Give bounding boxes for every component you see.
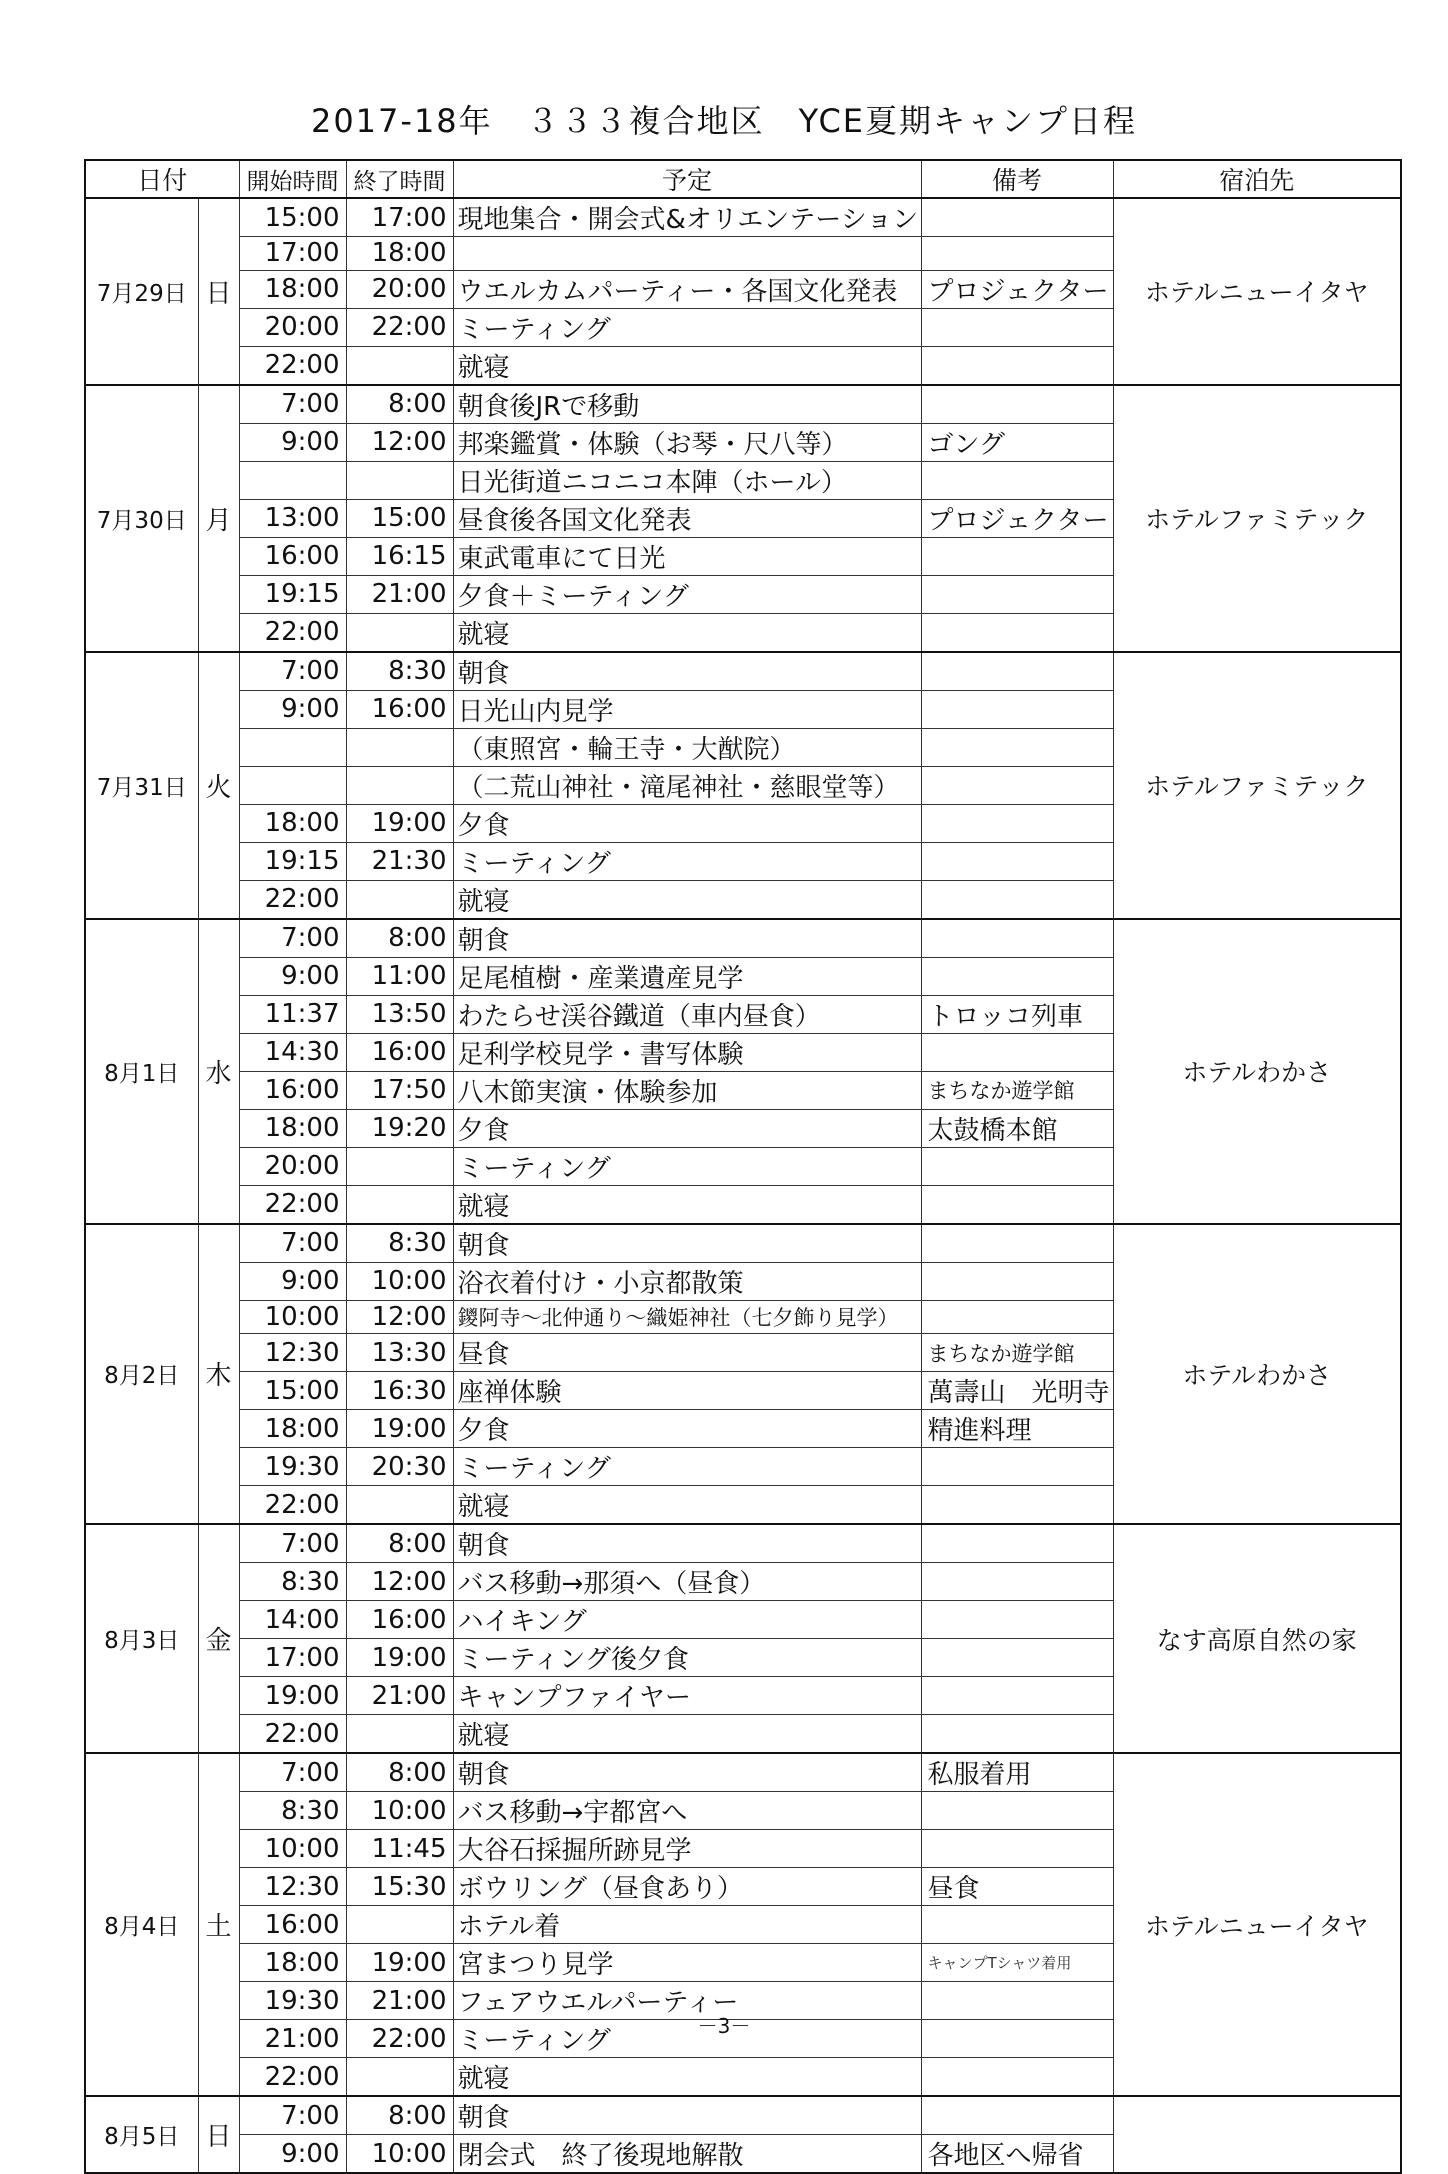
note-cell: トロッコ列車 [921, 995, 1113, 1033]
day-weekday: 月 [198, 385, 239, 652]
start-time: 22:00 [239, 1715, 346, 1754]
day-weekday: 日 [198, 198, 239, 385]
note-cell [921, 690, 1113, 728]
note-cell: 精進料理 [921, 1410, 1113, 1448]
note-cell [921, 385, 1113, 424]
event-cell: 東武電車にて日光 [453, 537, 921, 575]
note-cell [921, 2058, 1113, 2097]
event-cell: 座禅体験 [453, 1372, 921, 1410]
event-cell: 夕食 [453, 804, 921, 842]
note-cell [921, 1033, 1113, 1071]
event-cell: （二荒山神社・滝尾神社・慈眼堂等） [453, 766, 921, 804]
schedule-body [85, 198, 1401, 2173]
day-hotel: ホテルニューイタヤ [1113, 1753, 1401, 2096]
start-time: 19:30 [239, 1982, 346, 2020]
end-time: 17:50 [346, 1071, 453, 1109]
start-time: 15:00 [239, 198, 346, 237]
note-cell [921, 728, 1113, 766]
event-cell: 朝食 [453, 652, 921, 691]
end-time: 13:30 [346, 1334, 453, 1372]
end-time: 17:00 [346, 198, 453, 237]
schedule-row [85, 652, 1401, 691]
note-cell [921, 1715, 1113, 1754]
event-cell: ミーティング [453, 2020, 921, 2058]
end-time [346, 1906, 453, 1944]
schedule-row [85, 2096, 1401, 2135]
event-cell: ミーティング後夕食 [453, 1639, 921, 1677]
event-cell: 昼食後各国文化発表 [453, 499, 921, 537]
note-cell [921, 1147, 1113, 1185]
note-cell [921, 919, 1113, 958]
event-cell: ミーティング [453, 1147, 921, 1185]
note-cell [921, 461, 1113, 499]
end-time: 20:00 [346, 270, 453, 308]
note-cell: 太鼓橋本館 [921, 1109, 1113, 1147]
event-cell: 就寝 [453, 1185, 921, 1224]
note-cell [921, 1448, 1113, 1486]
event-cell [453, 237, 921, 271]
event-cell: わたらせ渓谷鐵道（車内昼食） [453, 995, 921, 1033]
end-time: 19:00 [346, 1410, 453, 1448]
note-cell [921, 1300, 1113, 1334]
day-date: 7月29日 [85, 198, 198, 385]
end-time: 20:30 [346, 1448, 453, 1486]
note-cell [921, 198, 1113, 237]
event-cell: キャンプファイヤー [453, 1677, 921, 1715]
end-time: 8:00 [346, 1753, 453, 1792]
start-time: 7:00 [239, 1224, 346, 1263]
note-cell [921, 804, 1113, 842]
note-cell [921, 308, 1113, 346]
event-cell: 朝食 [453, 1224, 921, 1263]
event-cell: 夕食 [453, 1410, 921, 1448]
note-cell [921, 537, 1113, 575]
end-time: 11:45 [346, 1830, 453, 1868]
end-time: 15:00 [346, 499, 453, 537]
start-time [239, 461, 346, 499]
start-time: 7:00 [239, 1753, 346, 1792]
event-cell: 現地集合・開会式&オリエンテーション [453, 198, 921, 237]
note-cell [921, 2096, 1113, 2135]
start-time: 14:00 [239, 1601, 346, 1639]
day-date: 7月30日 [85, 385, 198, 652]
end-time: 8:30 [346, 652, 453, 691]
end-time: 8:00 [346, 385, 453, 424]
note-cell [921, 652, 1113, 691]
start-time: 8:30 [239, 1792, 346, 1830]
note-cell: まちなか遊学館 [921, 1071, 1113, 1109]
end-time: 12:00 [346, 423, 453, 461]
start-time: 22:00 [239, 1185, 346, 1224]
page-number: －3－ [697, 2014, 751, 2038]
end-time: 16:15 [346, 537, 453, 575]
end-time: 19:00 [346, 1639, 453, 1677]
start-time: 11:37 [239, 995, 346, 1033]
event-cell: 朝食 [453, 1524, 921, 1563]
end-time: 16:30 [346, 1372, 453, 1410]
end-time [346, 613, 453, 652]
end-time [346, 346, 453, 385]
start-time: 12:30 [239, 1334, 346, 1372]
header-end: 終了時間 [346, 160, 453, 198]
note-cell [921, 1601, 1113, 1639]
start-time [239, 728, 346, 766]
start-time: 18:00 [239, 1944, 346, 1982]
schedule-row [85, 198, 1401, 237]
start-time: 19:30 [239, 1448, 346, 1486]
end-time: 10:00 [346, 1262, 453, 1300]
end-time: 16:00 [346, 1601, 453, 1639]
event-cell: 鑁阿寺～北仲通り～織姫神社（七夕飾り見学） [453, 1300, 921, 1334]
event-cell: バス移動→那須へ（昼食） [453, 1563, 921, 1601]
end-time: 15:30 [346, 1868, 453, 1906]
note-cell [921, 1486, 1113, 1525]
note-cell [921, 766, 1113, 804]
end-time [346, 2058, 453, 2097]
event-cell: 浴衣着付け・小京都散策 [453, 1262, 921, 1300]
start-time: 19:00 [239, 1677, 346, 1715]
start-time: 22:00 [239, 880, 346, 919]
start-time: 9:00 [239, 423, 346, 461]
start-time: 12:30 [239, 1868, 346, 1906]
schedule-row [85, 1524, 1401, 1563]
end-time: 8:00 [346, 1524, 453, 1563]
note-cell: 私服着用 [921, 1753, 1113, 1792]
event-cell: 夕食＋ミーティング [453, 575, 921, 613]
event-cell: フェアウエルパーティー [453, 1982, 921, 2020]
note-cell [921, 1224, 1113, 1263]
start-time: 18:00 [239, 804, 346, 842]
end-time: 21:00 [346, 1982, 453, 2020]
end-time: 21:00 [346, 575, 453, 613]
end-time: 19:00 [346, 1944, 453, 1982]
event-cell: 日光街道ニコニコ本陣（ホール） [453, 461, 921, 499]
schedule-row [85, 919, 1401, 958]
note-cell [921, 1524, 1113, 1563]
start-time: 22:00 [239, 346, 346, 385]
start-time: 22:00 [239, 1486, 346, 1525]
start-time: 15:00 [239, 1372, 346, 1410]
event-cell: 八木節実演・体験参加 [453, 1071, 921, 1109]
end-time: 8:00 [346, 2096, 453, 2135]
event-cell: ミーティング [453, 1448, 921, 1486]
end-time [346, 880, 453, 919]
day-hotel: ホテルわかさ [1113, 919, 1401, 1224]
end-time [346, 1715, 453, 1754]
day-date: 8月4日 [85, 1753, 198, 2096]
start-time: 9:00 [239, 690, 346, 728]
start-time: 22:00 [239, 613, 346, 652]
event-cell: バス移動→宇都宮へ [453, 1792, 921, 1830]
end-time: 19:00 [346, 804, 453, 842]
event-cell: 就寝 [453, 613, 921, 652]
event-cell: 就寝 [453, 1715, 921, 1754]
start-time: 19:15 [239, 575, 346, 613]
header-plan: 予定 [453, 160, 921, 198]
end-time: 10:00 [346, 2135, 453, 2174]
day-weekday: 土 [198, 1753, 239, 2096]
day-hotel: ホテルわかさ [1113, 1224, 1401, 1525]
start-time: 16:00 [239, 537, 346, 575]
event-cell: 足尾植樹・産業遺産見学 [453, 957, 921, 995]
header-start: 開始時間 [239, 160, 346, 198]
event-cell: ミーティング [453, 842, 921, 880]
event-cell: 朝食後JRで移動 [453, 385, 921, 424]
schedule-table [84, 159, 1402, 2174]
end-time: 12:00 [346, 1300, 453, 1334]
end-time: 19:20 [346, 1109, 453, 1147]
note-cell: プロジェクター [921, 499, 1113, 537]
note-cell [921, 1830, 1113, 1868]
note-cell [921, 346, 1113, 385]
day-hotel: ホテルファミテック [1113, 385, 1401, 652]
note-cell [921, 1563, 1113, 1601]
header-lodging: 宿泊先 [1113, 160, 1401, 198]
start-time: 7:00 [239, 1524, 346, 1563]
header-date: 日付 [85, 160, 239, 198]
schedule-row [85, 1753, 1401, 1792]
end-time [346, 1147, 453, 1185]
schedule-row [85, 1224, 1401, 1263]
end-time: 22:00 [346, 2020, 453, 2058]
day-date: 8月1日 [85, 919, 198, 1224]
start-time: 13:00 [239, 499, 346, 537]
note-cell [921, 575, 1113, 613]
day-weekday: 木 [198, 1224, 239, 1525]
day-hotel: なす高原自然の家 [1113, 1524, 1401, 1753]
event-cell: 朝食 [453, 1753, 921, 1792]
start-time: 8:30 [239, 1563, 346, 1601]
event-cell: ハイキング [453, 1601, 921, 1639]
end-time: 18:00 [346, 237, 453, 271]
start-time: 10:00 [239, 1830, 346, 1868]
start-time: 20:00 [239, 1147, 346, 1185]
start-time: 7:00 [239, 919, 346, 958]
event-cell: 足利学校見学・書写体験 [453, 1033, 921, 1071]
note-cell: 各地区へ帰省 [921, 2135, 1113, 2174]
start-time: 18:00 [239, 270, 346, 308]
start-time: 17:00 [239, 237, 346, 271]
start-time: 18:00 [239, 1410, 346, 1448]
note-cell [921, 880, 1113, 919]
day-weekday: 火 [198, 652, 239, 919]
note-cell [921, 1792, 1113, 1830]
end-time: 13:50 [346, 995, 453, 1033]
end-time: 8:00 [346, 919, 453, 958]
note-cell [921, 1677, 1113, 1715]
start-time: 7:00 [239, 652, 346, 691]
note-cell [921, 1906, 1113, 1944]
start-time [239, 766, 346, 804]
day-weekday: 金 [198, 1524, 239, 1753]
event-cell: 邦楽鑑賞・体験（お琴・尺八等） [453, 423, 921, 461]
header-note: 備考 [921, 160, 1113, 198]
event-cell: （東照宮・輪王寺・大猷院） [453, 728, 921, 766]
event-cell: ボウリング（昼食あり） [453, 1868, 921, 1906]
end-time: 22:00 [346, 308, 453, 346]
end-time: 12:00 [346, 1563, 453, 1601]
note-cell [921, 842, 1113, 880]
note-cell [921, 237, 1113, 271]
day-weekday: 水 [198, 919, 239, 1224]
start-time: 9:00 [239, 2135, 346, 2174]
day-hotel [1113, 2096, 1401, 2173]
end-time: 10:00 [346, 1792, 453, 1830]
note-cell: まちなか遊学館 [921, 1334, 1113, 1372]
day-date: 8月3日 [85, 1524, 198, 1753]
event-cell: 就寝 [453, 2058, 921, 2097]
event-cell: 朝食 [453, 919, 921, 958]
event-cell: 朝食 [453, 2096, 921, 2135]
day-hotel: ホテルニューイタヤ [1113, 198, 1401, 385]
note-cell: ゴング [921, 423, 1113, 461]
schedule-row [85, 385, 1401, 424]
start-time: 16:00 [239, 1906, 346, 1944]
header-row [85, 160, 1401, 198]
event-cell: 就寝 [453, 1486, 921, 1525]
start-time: 21:00 [239, 2020, 346, 2058]
end-time [346, 766, 453, 804]
end-time: 8:30 [346, 1224, 453, 1263]
note-cell: キャンプTシャツ着用 [921, 1944, 1113, 1982]
start-time: 22:00 [239, 2058, 346, 2097]
end-time [346, 728, 453, 766]
event-cell: 日光山内見学 [453, 690, 921, 728]
day-date: 8月2日 [85, 1224, 198, 1525]
start-time: 7:00 [239, 2096, 346, 2135]
event-cell: 夕食 [453, 1109, 921, 1147]
end-time: 11:00 [346, 957, 453, 995]
note-cell [921, 1185, 1113, 1224]
event-cell: 昼食 [453, 1334, 921, 1372]
start-time: 19:15 [239, 842, 346, 880]
event-cell: 就寝 [453, 880, 921, 919]
event-cell: 閉会式 終了後現地解散 [453, 2135, 921, 2174]
end-time [346, 1486, 453, 1525]
end-time: 21:30 [346, 842, 453, 880]
end-time [346, 461, 453, 499]
start-time: 7:00 [239, 385, 346, 424]
start-time: 18:00 [239, 1109, 346, 1147]
day-weekday: 日 [198, 2096, 239, 2173]
start-time: 9:00 [239, 1262, 346, 1300]
note-cell [921, 613, 1113, 652]
end-time [346, 1185, 453, 1224]
start-time: 10:00 [239, 1300, 346, 1334]
day-hotel: ホテルファミテック [1113, 652, 1401, 919]
note-cell [921, 957, 1113, 995]
note-cell: 昼食 [921, 1868, 1113, 1906]
end-time: 16:00 [346, 690, 453, 728]
note-cell [921, 1262, 1113, 1300]
event-cell: 大谷石採掘所跡見学 [453, 1830, 921, 1868]
day-date: 8月5日 [85, 2096, 198, 2173]
end-time: 16:00 [346, 1033, 453, 1071]
start-time: 9:00 [239, 957, 346, 995]
event-cell: ホテル着 [453, 1906, 921, 1944]
event-cell: 宮まつり見学 [453, 1944, 921, 1982]
event-cell: ミーティング [453, 308, 921, 346]
page-title: 2017-18年 ３３３複合地区 YCE夏期キャンプ日程 [310, 102, 1138, 140]
note-cell: 萬壽山 光明寺 [921, 1372, 1113, 1410]
end-time: 21:00 [346, 1677, 453, 1715]
start-time: 17:00 [239, 1639, 346, 1677]
event-cell: ウエルカムパーティー・各国文化発表 [453, 270, 921, 308]
note-cell [921, 1639, 1113, 1677]
note-cell: プロジェクター [921, 270, 1113, 308]
day-date: 7月31日 [85, 652, 198, 919]
start-time: 16:00 [239, 1071, 346, 1109]
start-time: 20:00 [239, 308, 346, 346]
start-time: 14:30 [239, 1033, 346, 1071]
event-cell: 就寝 [453, 346, 921, 385]
